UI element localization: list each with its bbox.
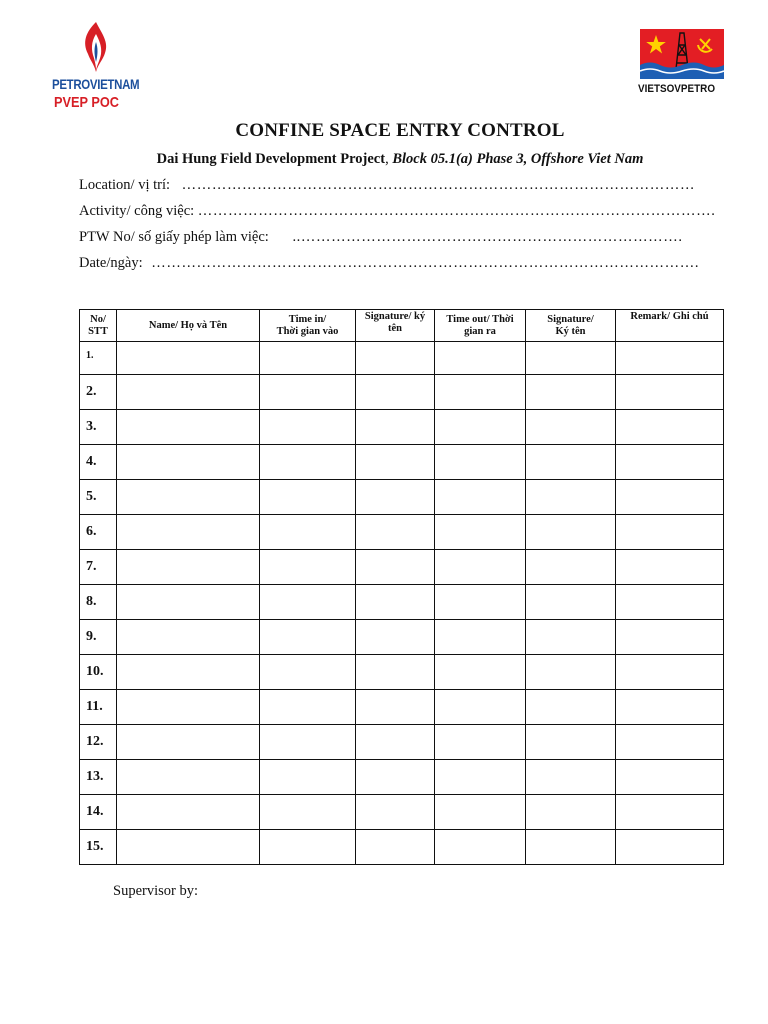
time-in-cell[interactable] bbox=[260, 585, 356, 620]
subtitle-separator: , bbox=[385, 151, 393, 167]
signature-out-cell[interactable] bbox=[526, 550, 616, 585]
signature-in-cell[interactable] bbox=[356, 480, 435, 515]
signature-in-cell[interactable] bbox=[356, 375, 435, 410]
time-in-cell[interactable] bbox=[260, 690, 356, 725]
row-number: 14. bbox=[80, 795, 117, 830]
signature-in-cell[interactable] bbox=[356, 515, 435, 550]
time-in-cell[interactable] bbox=[260, 445, 356, 480]
time-out-cell[interactable] bbox=[435, 585, 526, 620]
table-row bbox=[80, 342, 724, 375]
time-in-cell[interactable] bbox=[260, 550, 356, 585]
table-row bbox=[80, 830, 724, 865]
time-out-cell[interactable] bbox=[435, 620, 526, 655]
signature-in-cell[interactable] bbox=[356, 550, 435, 585]
time-in-cell[interactable] bbox=[260, 342, 356, 375]
signature-out-cell[interactable] bbox=[526, 795, 616, 830]
name-cell[interactable] bbox=[117, 655, 260, 690]
time-in-cell[interactable] bbox=[260, 760, 356, 795]
petrovietnam-flame-icon bbox=[76, 20, 116, 74]
entry-log-table bbox=[79, 309, 724, 865]
name-cell[interactable] bbox=[117, 725, 260, 760]
time-in-cell[interactable] bbox=[260, 375, 356, 410]
signature-out-cell[interactable] bbox=[526, 342, 616, 375]
time-out-cell[interactable] bbox=[435, 550, 526, 585]
header-time-out: Time out/ Thời gian ra bbox=[435, 310, 526, 342]
petrovietnam-logo bbox=[52, 20, 142, 112]
table-row bbox=[80, 690, 724, 725]
table-row bbox=[80, 375, 724, 410]
name-cell[interactable] bbox=[117, 585, 260, 620]
header-name: Name/ Họ và Tên bbox=[117, 310, 260, 342]
table-header-row bbox=[80, 310, 724, 342]
table-row bbox=[80, 585, 724, 620]
signature-in-cell[interactable] bbox=[356, 830, 435, 865]
header-signature-in: Signature/ ký tên bbox=[356, 310, 435, 342]
name-cell[interactable] bbox=[117, 795, 260, 830]
row-number: 7. bbox=[80, 550, 117, 585]
pvep-poc-wordmark: PVEP POC bbox=[54, 94, 119, 111]
remark-cell[interactable] bbox=[616, 690, 724, 725]
name-cell[interactable] bbox=[117, 690, 260, 725]
petrovietnam-wordmark: PETROVIETNAM bbox=[52, 76, 140, 92]
signature-in-cell[interactable] bbox=[356, 620, 435, 655]
remark-cell[interactable] bbox=[616, 760, 724, 795]
time-out-cell[interactable] bbox=[435, 515, 526, 550]
signature-out-cell[interactable] bbox=[526, 655, 616, 690]
row-number: 8. bbox=[80, 585, 117, 620]
remark-cell[interactable] bbox=[616, 375, 724, 410]
signature-out-cell[interactable] bbox=[526, 725, 616, 760]
time-in-cell[interactable] bbox=[260, 620, 356, 655]
remark-cell[interactable] bbox=[616, 550, 724, 585]
signature-in-cell[interactable] bbox=[356, 655, 435, 690]
project-subtitle bbox=[0, 151, 768, 168]
document-title: CONFINE SPACE ENTRY CONTROL bbox=[235, 120, 565, 141]
header-remark: Remark/ Ghi chú bbox=[616, 310, 724, 342]
table-row bbox=[80, 515, 724, 550]
header-time-in: Time in/ Thời gian vào bbox=[260, 310, 356, 342]
remark-cell[interactable] bbox=[616, 515, 724, 550]
row-number: 10. bbox=[80, 655, 117, 690]
row-number: 6. bbox=[80, 515, 117, 550]
location-label: Location/ vị trí: bbox=[79, 177, 171, 193]
date-field[interactable] bbox=[79, 255, 699, 272]
signature-out-cell[interactable] bbox=[526, 480, 616, 515]
remark-cell[interactable] bbox=[616, 725, 724, 760]
vietsovpetro-logo bbox=[638, 27, 728, 97]
activity-label: Activity/ công việc: bbox=[79, 203, 195, 219]
vietsovpetro-flag-rig-icon bbox=[638, 27, 726, 81]
signature-in-cell[interactable] bbox=[356, 585, 435, 620]
time-out-cell[interactable] bbox=[435, 795, 526, 830]
signature-out-cell[interactable] bbox=[526, 690, 616, 725]
activity-field[interactable] bbox=[79, 203, 715, 220]
vietsovpetro-wordmark: VIETSOVPETRO bbox=[638, 83, 716, 95]
project-name: Dai Hung Field Development Project bbox=[156, 151, 386, 167]
table-row bbox=[80, 480, 724, 515]
table-row bbox=[80, 620, 724, 655]
signature-out-cell[interactable] bbox=[526, 515, 616, 550]
table-row bbox=[80, 410, 724, 445]
name-cell[interactable] bbox=[117, 480, 260, 515]
date-label: Date/ngày: bbox=[79, 255, 143, 271]
name-cell[interactable] bbox=[117, 342, 260, 375]
remark-cell[interactable] bbox=[616, 585, 724, 620]
time-out-cell[interactable] bbox=[435, 690, 526, 725]
date-blank[interactable]: ………………………………………………………………………………………………. bbox=[151, 255, 700, 271]
row-number: 15. bbox=[80, 830, 117, 865]
table-row bbox=[80, 760, 724, 795]
signature-in-cell[interactable] bbox=[356, 795, 435, 830]
signature-out-cell[interactable] bbox=[526, 760, 616, 795]
time-out-cell[interactable] bbox=[435, 725, 526, 760]
time-in-cell[interactable] bbox=[260, 480, 356, 515]
header-signature-out: Signature/ Ký tên bbox=[526, 310, 616, 342]
row-number: 13. bbox=[80, 760, 117, 795]
supervisor-label: Supervisor by: bbox=[113, 883, 198, 899]
signature-out-cell[interactable] bbox=[526, 830, 616, 865]
remark-cell[interactable] bbox=[616, 620, 724, 655]
signature-out-cell[interactable] bbox=[526, 620, 616, 655]
name-cell[interactable] bbox=[117, 550, 260, 585]
remark-cell[interactable] bbox=[616, 410, 724, 445]
signature-in-cell[interactable] bbox=[356, 445, 435, 480]
remark-cell[interactable] bbox=[616, 445, 724, 480]
row-number: 3. bbox=[80, 410, 117, 445]
time-out-cell[interactable] bbox=[435, 480, 526, 515]
time-in-cell[interactable] bbox=[260, 410, 356, 445]
header-no: No/ STT bbox=[80, 310, 117, 342]
remark-cell[interactable] bbox=[616, 655, 724, 690]
location-field[interactable] bbox=[79, 177, 695, 194]
time-out-cell[interactable] bbox=[435, 445, 526, 480]
time-out-cell[interactable] bbox=[435, 375, 526, 410]
remark-cell[interactable] bbox=[616, 342, 724, 375]
signature-out-cell[interactable] bbox=[526, 585, 616, 620]
signature-in-cell[interactable] bbox=[356, 410, 435, 445]
signature-in-cell[interactable] bbox=[356, 690, 435, 725]
ptw-label: PTW No/ số giấy phép làm việc: bbox=[79, 229, 269, 245]
signature-in-cell[interactable] bbox=[356, 725, 435, 760]
time-out-cell[interactable] bbox=[435, 830, 526, 865]
row-number: 12. bbox=[80, 725, 117, 760]
time-in-cell[interactable] bbox=[260, 655, 356, 690]
row-number: 9. bbox=[80, 620, 117, 655]
name-cell[interactable] bbox=[117, 410, 260, 445]
table-row bbox=[80, 550, 724, 585]
signature-out-cell[interactable] bbox=[526, 410, 616, 445]
row-number: 11. bbox=[80, 690, 117, 725]
name-cell[interactable] bbox=[117, 445, 260, 480]
name-cell[interactable] bbox=[117, 375, 260, 410]
table-row bbox=[80, 725, 724, 760]
signature-out-cell[interactable] bbox=[526, 445, 616, 480]
location-blank[interactable]: ………………………………………………………………………………………… bbox=[181, 177, 696, 193]
row-number: 5. bbox=[80, 480, 117, 515]
time-out-cell[interactable] bbox=[435, 655, 526, 690]
time-out-cell[interactable] bbox=[435, 410, 526, 445]
activity-blank[interactable]: …………………………………………………………………………………………. bbox=[197, 203, 716, 219]
name-cell[interactable] bbox=[117, 620, 260, 655]
time-in-cell[interactable] bbox=[260, 725, 356, 760]
time-in-cell[interactable] bbox=[260, 515, 356, 550]
time-in-cell[interactable] bbox=[260, 830, 356, 865]
ptw-field[interactable] bbox=[79, 229, 683, 246]
row-number: 1. bbox=[80, 342, 117, 375]
signature-in-cell[interactable] bbox=[356, 342, 435, 375]
signature-in-cell[interactable] bbox=[356, 760, 435, 795]
remark-cell[interactable] bbox=[616, 830, 724, 865]
row-number: 4. bbox=[80, 445, 117, 480]
name-cell[interactable] bbox=[117, 760, 260, 795]
name-cell[interactable] bbox=[117, 515, 260, 550]
table-row bbox=[80, 445, 724, 480]
row-number: 2. bbox=[80, 375, 117, 410]
signature-out-cell[interactable] bbox=[526, 375, 616, 410]
project-block: Block 05.1(a) Phase 3, Offshore Viet Nam bbox=[392, 151, 644, 167]
name-cell[interactable] bbox=[117, 830, 260, 865]
remark-cell[interactable] bbox=[616, 795, 724, 830]
table-row bbox=[80, 795, 724, 830]
time-out-cell[interactable] bbox=[435, 342, 526, 375]
time-in-cell[interactable] bbox=[260, 795, 356, 830]
table-row bbox=[80, 655, 724, 690]
remark-cell[interactable] bbox=[616, 480, 724, 515]
time-out-cell[interactable] bbox=[435, 760, 526, 795]
ptw-blank[interactable]: ..…………………………………………………………………. bbox=[292, 229, 683, 245]
